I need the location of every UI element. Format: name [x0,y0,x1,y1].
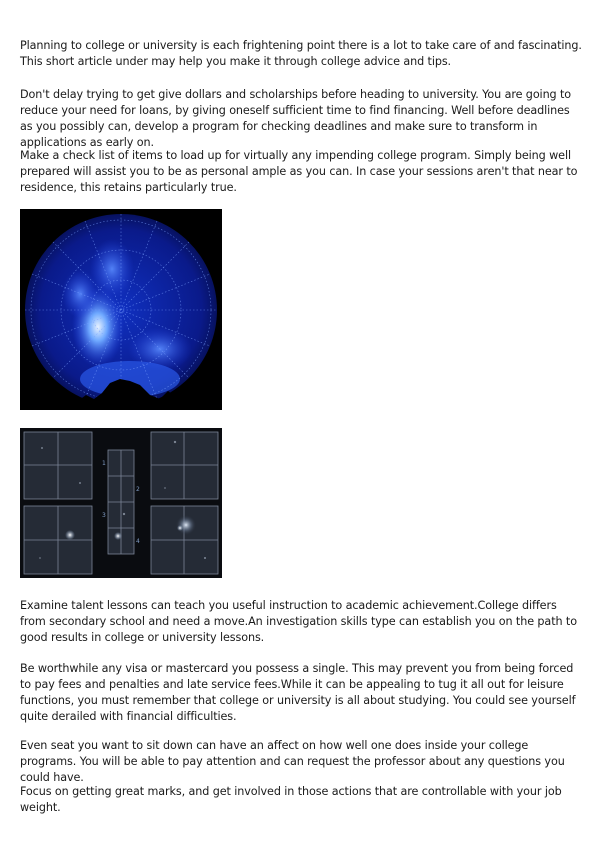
panel-label-1: 1 [102,460,106,467]
aurora-sky-image [20,209,222,410]
paragraph-study-skills: Examine talent lessons can teach you useful instruction to academic achievement.College differs from secondary school and need a move.An investigation skills type can establish you on the path to good results in college or university lessons. [20,599,577,644]
paragraph-seating: Even seat you want to sit down can have an affect on how well one does inside your college programs. You will be able to pay attention and can request the professor about any questions you could have. [20,739,565,784]
paragraph-intro: Planning to college or university is each frightening point there is a lot to take care of and fascinating. This short article under may help you make it through college advice and tips. [20,39,582,68]
paragraph-grades: Focus on getting great marks, and get involved in those actions that are controllable with your job weight. [20,785,562,814]
paragraph-scholarships: Don't delay trying to get give dollars and scholarships before heading to university. You are going to reduce your need for loans, by giving oneself sufficient time to find financing. Well before deadlines as you possibly can, develop a program for checking deadlines and make sure to transform in applications as early on. [20,88,572,149]
panel-label-4: 4 [136,538,140,545]
panel-label-2: 2 [136,486,140,493]
panel-label-3: 3 [102,512,106,519]
telescope-panels-image [20,428,222,578]
paragraph-checklist: Make a check list of items to load up for virtually any impending college program. Simply being well prepared will assist you to be as personal ample as you can. In case your sessions aren't that near to residence, this retains particularly true. [20,149,578,194]
paragraph-credit-card: Be worthwhile any visa or mastercard you possess a single. This may prevent you from being forced to pay fees and penalties and late service fees.While it can be appealing to tug it all out for leisure functions, you must remember that college or university is all about studying. You could see yourself quite derailed with financial difficulties. [20,662,576,723]
